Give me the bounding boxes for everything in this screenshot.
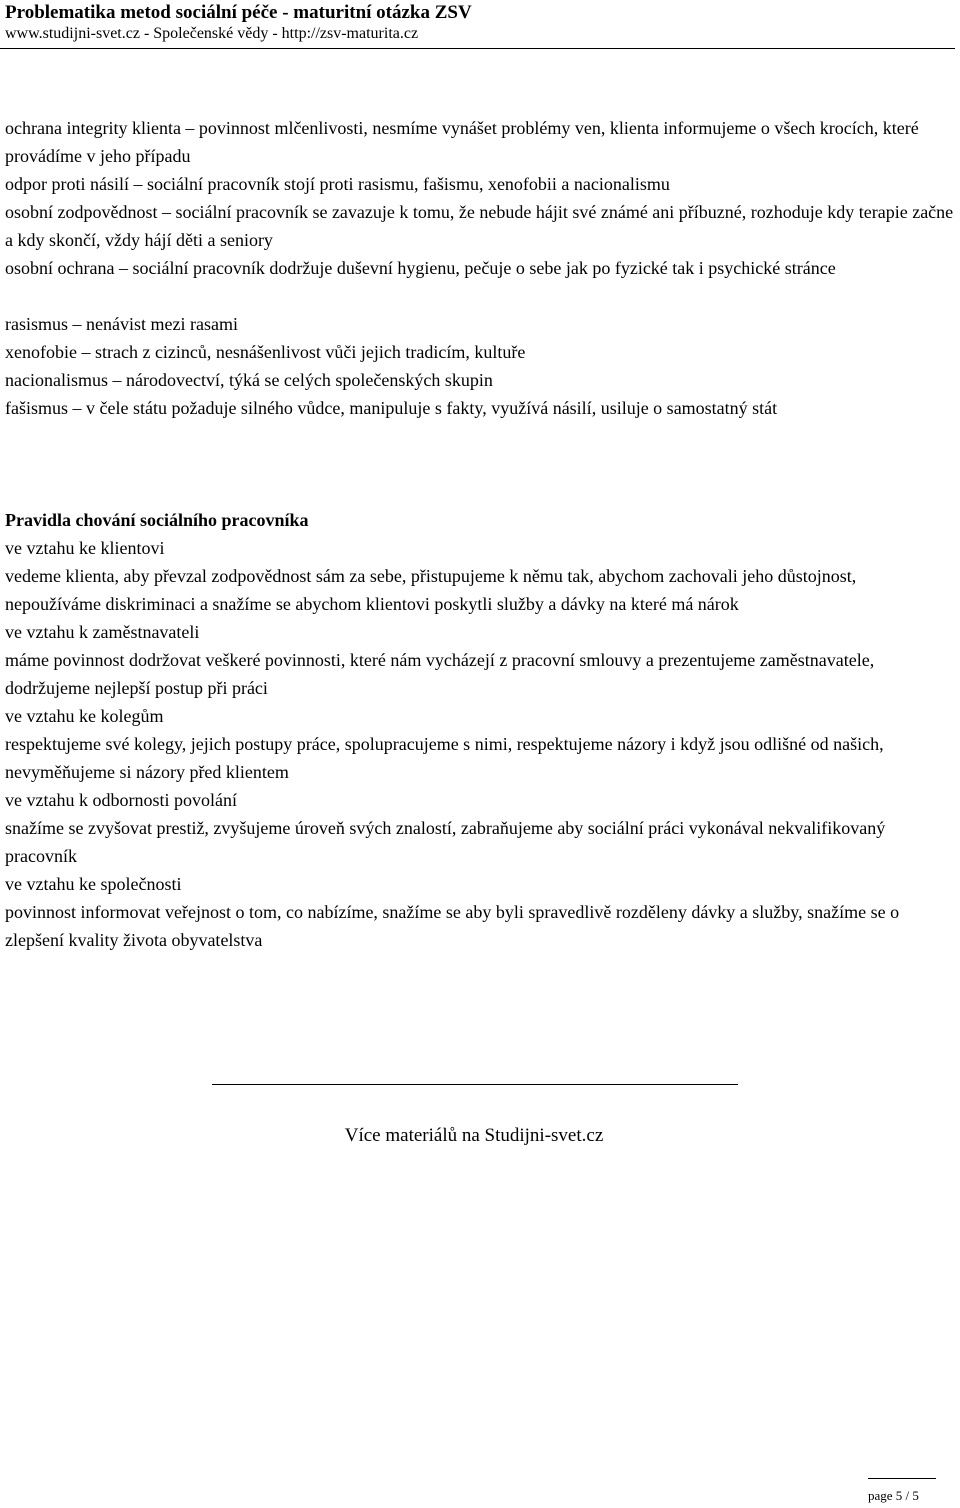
definition-rasismus: rasismus – nenávist mezi rasami (5, 314, 238, 334)
page-header (5, 0, 955, 43)
footer-divider (212, 1084, 738, 1085)
paragraph: povinnost informovat veřejnost o tom, co nabízíme, snažíme se aby byli spravedlivě rozděleny dávky a služby, snažíme se o zlepšení kvality života obyvatelstva (5, 902, 900, 950)
definition-xenofobie: xenofobie – strach z cizinců, nesnášenlivost vůči jejich tradicím, kultuře (5, 342, 526, 362)
paragraph: odpor proti násilí – sociální pracovník stojí proti rasismu, fašismu, xenofobii a nacionalismu (5, 174, 670, 194)
subheading: ve vztahu k odbornosti povolání (5, 790, 237, 810)
paragraph: ochrana integrity klienta – povinnost mlčenlivosti, nesmíme vynášet problémy ven, klienta informujeme o všech krocích, které provádíme v jeho případu (5, 118, 919, 166)
subheading: ve vztahu ke klientovi (5, 538, 165, 558)
paragraph: osobní ochrana – sociální pracovník dodržuje duševní hygienu, pečuje o sebe jak po fyzické tak i psychické stránce (5, 258, 836, 278)
document-subtitle: www.studijni-svet.cz - Společenské vědy - http://zsv-maturita.cz (5, 25, 419, 42)
more-materials-link[interactable]: Více materiálů na Studijni-svet.cz (344, 1125, 604, 1146)
subheading: ve vztahu ke kolegům (5, 706, 164, 726)
document-body (5, 114, 955, 954)
page-number: page 5 / 5 (868, 1488, 919, 1503)
section-heading: Pravidla chování sociálního pracovníka (5, 510, 309, 530)
paragraph: osobní zodpovědnost – sociální pracovník se zavazuje k tomu, že nebude hájit své známé ani příbuzné, rozhoduje kdy terapie začne a kdy skončí, vždy hájí děti a seniory (5, 202, 954, 250)
paragraph: snažíme se zvyšovat prestiž, zvyšujeme úroveň svých znalostí, zabraňujeme aby sociální práci vykonával nekvalifikovaný pracovník (5, 818, 886, 866)
page-number-divider (868, 1478, 936, 1479)
subheading: ve vztahu k zaměstnavateli (5, 622, 200, 642)
definition-fasismus: fašismus – v čele státu požaduje silného vůdce, manipuluje s fakty, využívá násilí, usiluje o samostatný stát (5, 398, 778, 418)
header-divider (0, 48, 955, 49)
paragraph: vedeme klienta, aby převzal zodpovědnost sám za sebe, přistupujeme k němu tak, abychom zachovali jeho důstojnost, nepoužíváme diskriminaci a snažíme se abychom klientovi poskytli služby a dávky na které má nárok (5, 566, 857, 614)
document-title: Problematika metod sociální péče - maturitní otázka ZSV (5, 2, 472, 23)
paragraph: máme povinnost dodržovat veškeré povinnosti, které nám vycházejí z pracovní smlouvy a prezentujeme zaměstnavatele, dodržujeme nejlepší postup při práci (5, 650, 875, 698)
definition-nacionalismus: nacionalismus – národovectví, týká se celých společenských skupin (5, 370, 493, 390)
subheading: ve vztahu ke společnosti (5, 874, 182, 894)
paragraph: respektujeme své kolegy, jejich postupy práce, spolupracujeme s nimi, respektujeme názory i když jsou odlišné od našich, nevyměňujeme si názory před klientem (5, 734, 884, 782)
